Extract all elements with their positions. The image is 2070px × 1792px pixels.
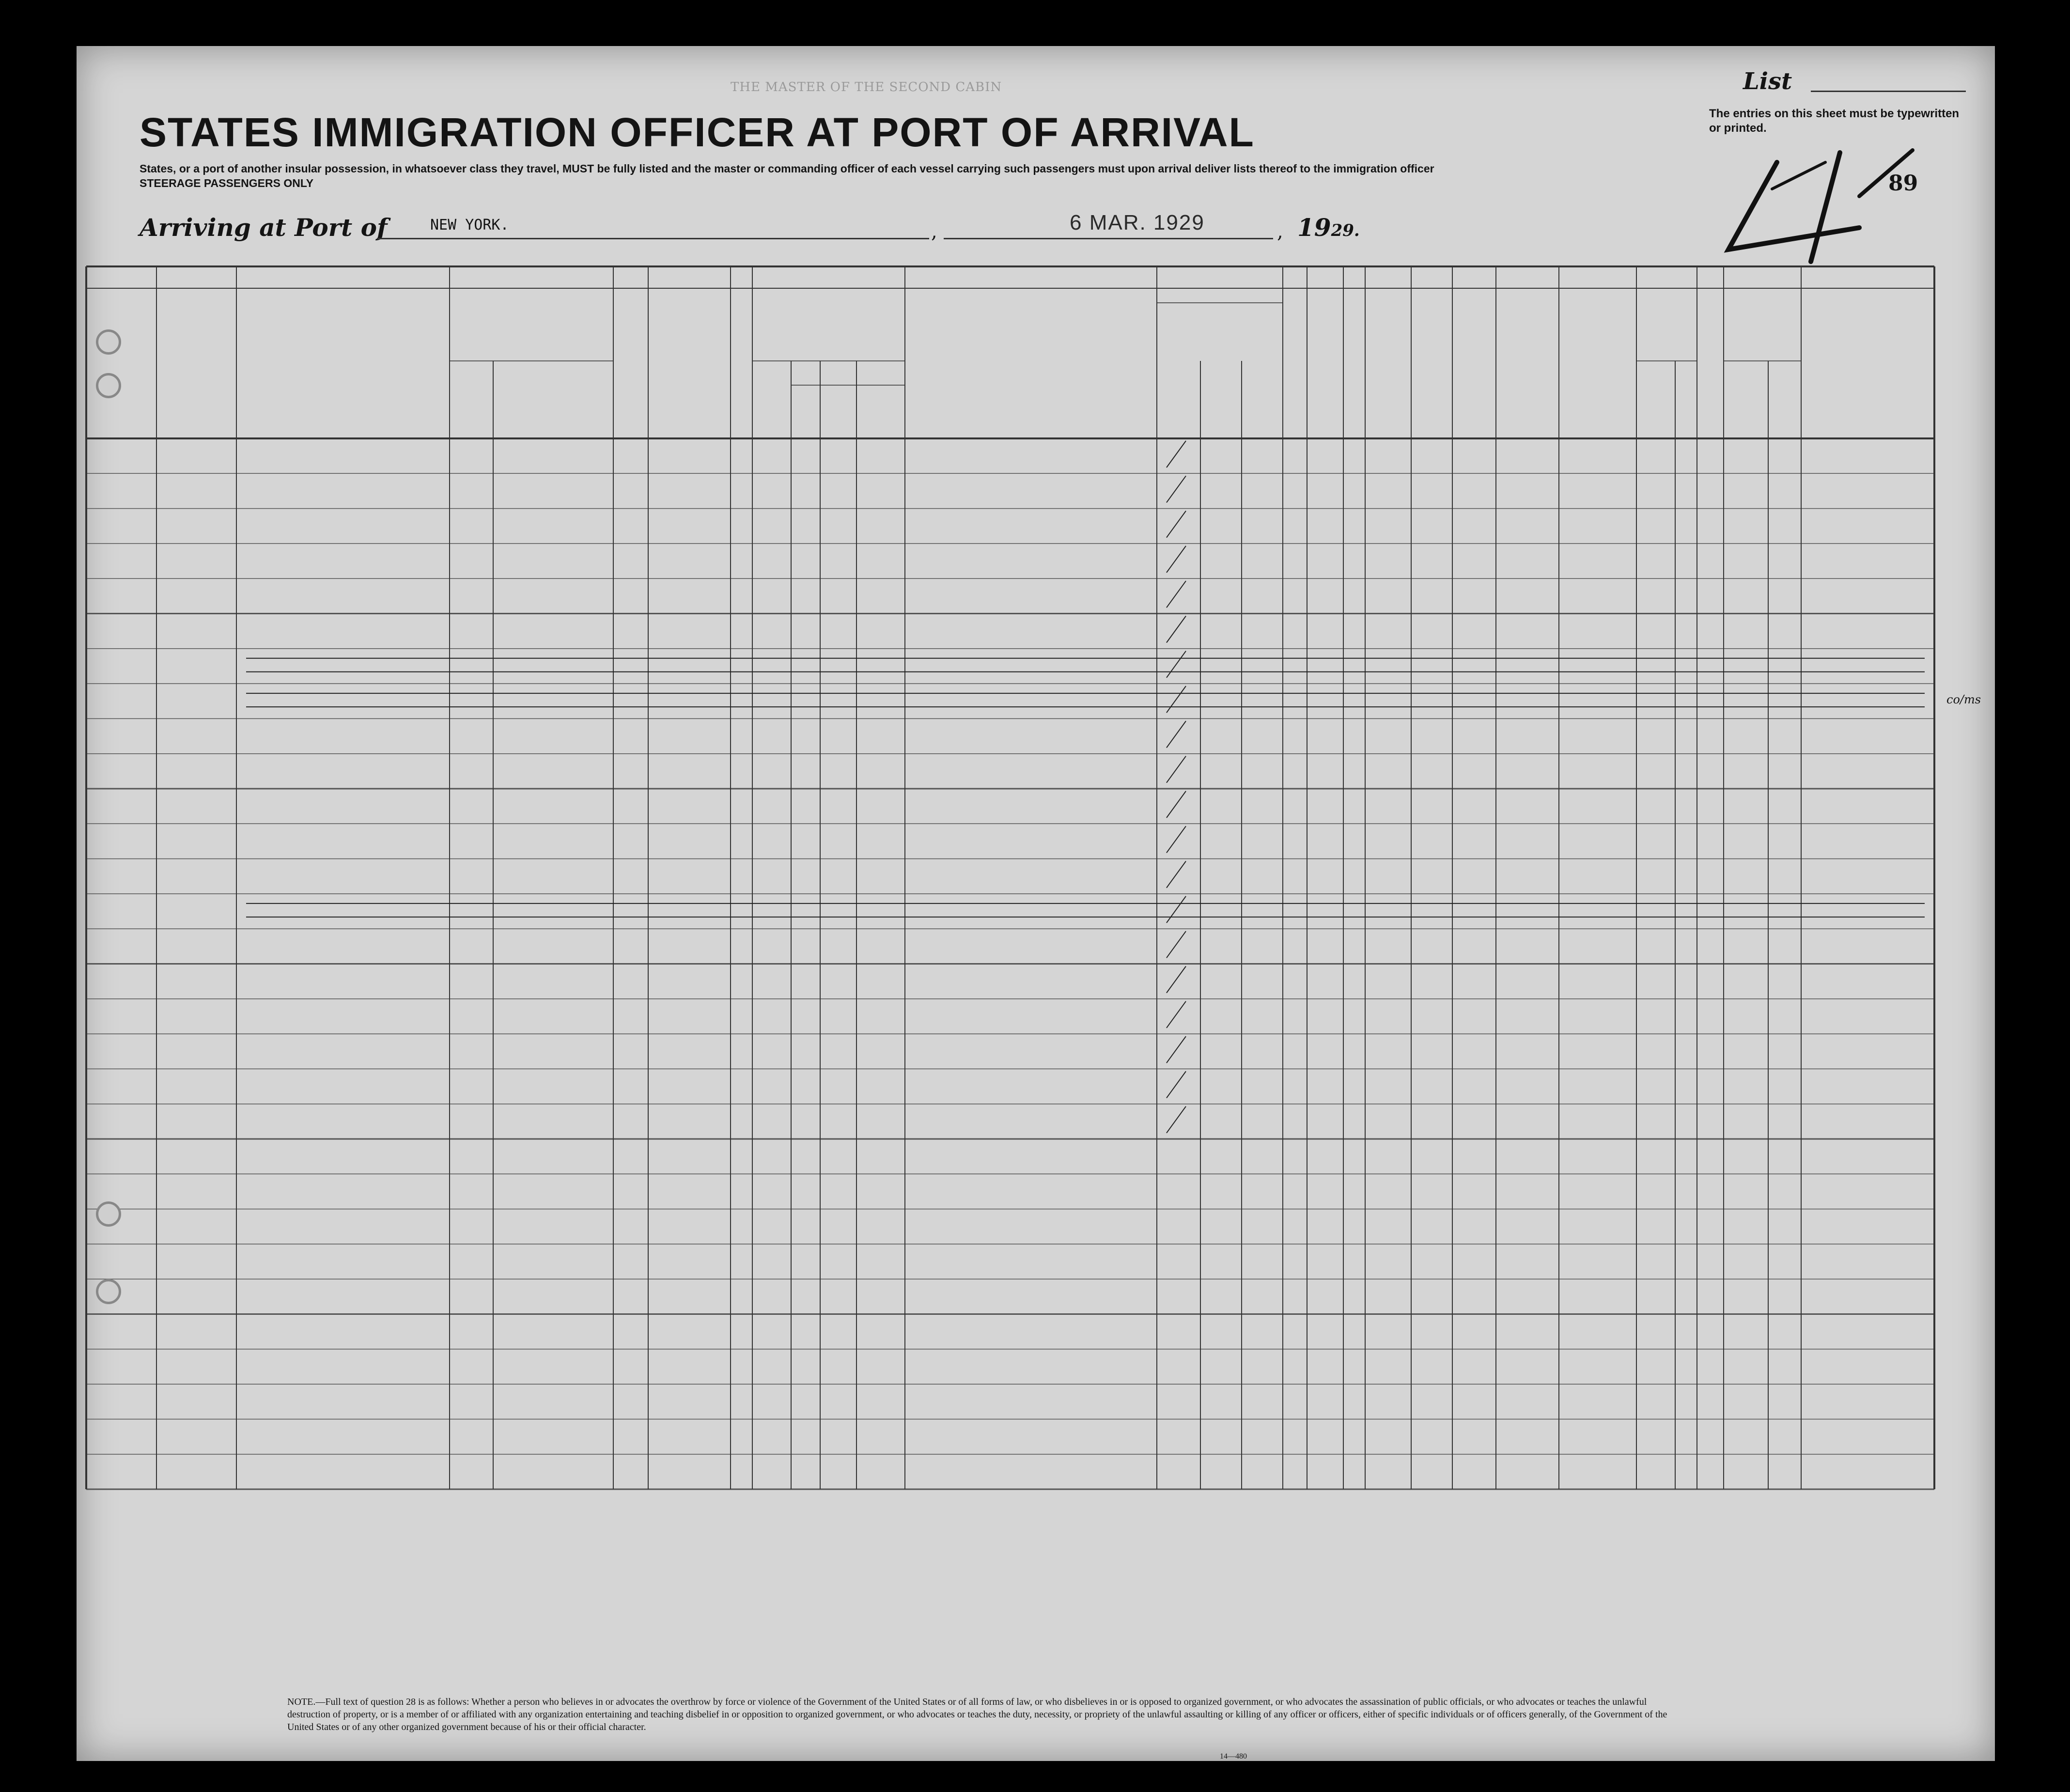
margin-handwriting: co/ms (1946, 693, 1981, 706)
page-title: STATES IMMIGRATION OFFICER AT PORT OF ARRIVAL (140, 109, 1255, 155)
grid-line (1167, 1071, 1186, 1098)
grid-line (1167, 826, 1186, 853)
grid-line (1167, 1106, 1186, 1133)
binder-hole (96, 373, 121, 398)
grid-line (1167, 861, 1186, 888)
comma: , (931, 220, 937, 243)
grid-line (1167, 1036, 1186, 1063)
comma: , (1277, 220, 1283, 243)
year-suffix: 29. (1331, 221, 1360, 240)
grid-line (1167, 546, 1186, 573)
binder-hole (96, 1201, 121, 1227)
intro-line: States, or a port of another insular possession, in whatsoever class they travel, MUST be fully listed and the master or commanding officer of each vessel carrying such passengers must upon arrival deliver lists thereof to the immigration officer (140, 162, 1434, 175)
list-label: List (1743, 68, 1792, 95)
grid-line (1167, 441, 1186, 467)
entries-note: The entries on this sheet must be typewritten or printed. (1709, 107, 1960, 135)
port-value: NEW YORK. (430, 217, 509, 234)
grid-line (1167, 1001, 1186, 1028)
grid-line (1167, 511, 1186, 538)
manifest-sheet (77, 46, 1995, 1761)
grid-line (1167, 756, 1186, 783)
faded-header-text: THE MASTER OF THE SECOND CABIN (731, 80, 1002, 94)
arriving-label: Arriving at Port of (140, 213, 388, 242)
binder-hole (96, 329, 121, 355)
class-line: STEERAGE PASSENGERS ONLY (140, 177, 314, 189)
page-number: 89 (1888, 171, 1918, 196)
grid-line (1167, 721, 1186, 748)
binder-hole (96, 1279, 121, 1304)
table-grid (77, 46, 1995, 1761)
grid-line (1167, 616, 1186, 643)
grid-line (1167, 791, 1186, 818)
grid-line (1167, 896, 1186, 923)
form-number: 14—480 (1220, 1752, 1247, 1761)
grid-line (1167, 651, 1186, 678)
grid-line (1167, 581, 1186, 608)
grid-line (1167, 931, 1186, 958)
grid-line (1167, 686, 1186, 713)
grid-line (1167, 966, 1186, 993)
date-stamp: 6 MAR. 1929 (1070, 211, 1205, 234)
grid-line (1167, 476, 1186, 502)
footnote: NOTE.—Full text of question 28 is as follows: Whether a person who believes in or advocates the overthrow by force or violence of the Government of the United States or of all forms of law, or who disbelieves in or is opposed to organized government, or who advocates the assassination of public officials, or who advocates or teaches the unlawful destruction of property, or is a member of or affiliated with any organization entertaining and teaching disbelief in or opposition to organized government, or who advocates or teaches the duty, necessity, or propriety of the unlawful assaulting or killing of any officer or officers, either of specific individuals or of officers generally, of the Government of the United States or of any other organized government because of his or their official character. (287, 1697, 1667, 1732)
year-prefix: 19 (1297, 213, 1331, 242)
